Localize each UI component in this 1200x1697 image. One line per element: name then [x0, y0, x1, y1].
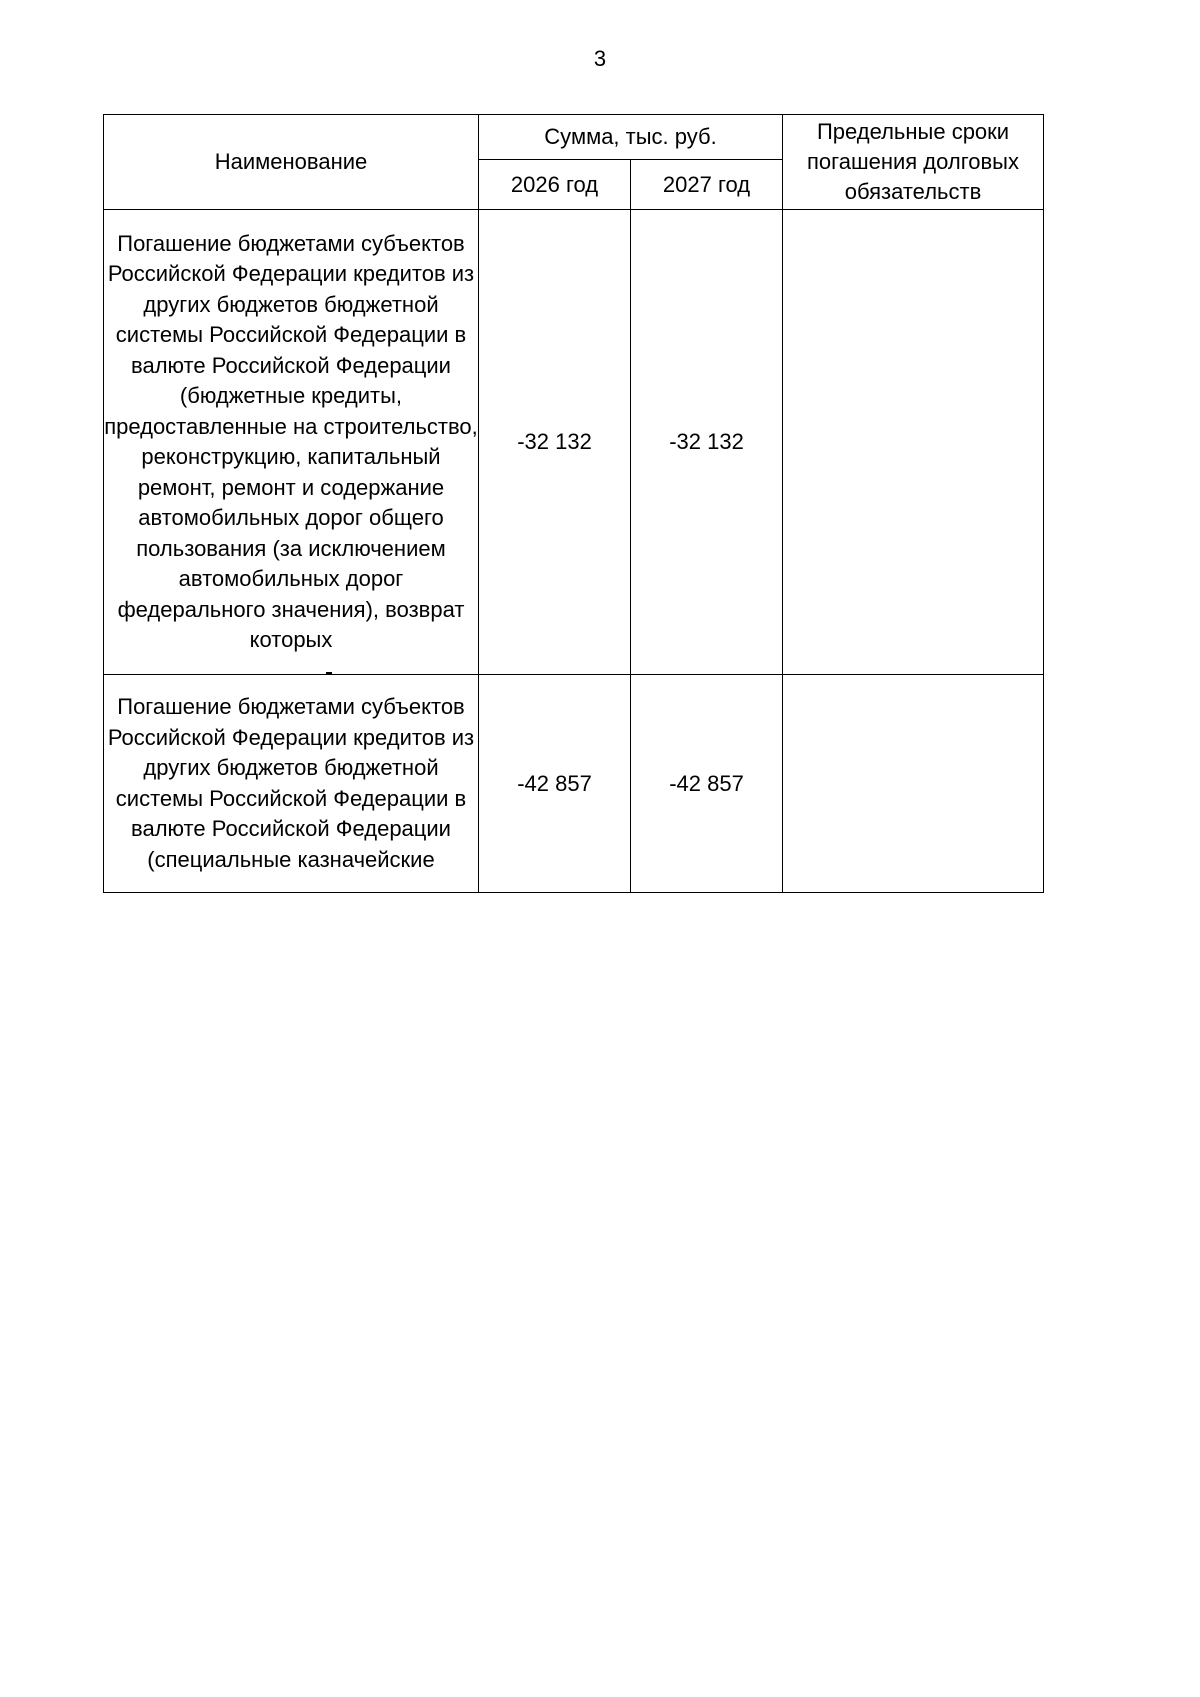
row-term — [783, 675, 1044, 893]
table-body — [104, 210, 1044, 893]
header-name: Наименование — [104, 115, 479, 210]
row-value-2027: -42 857 — [631, 675, 783, 893]
table-header — [104, 115, 1044, 210]
header-year-2027: 2027 год — [631, 160, 783, 210]
header-term: Предельные сроки погашения долговых обязательств — [783, 115, 1044, 210]
header-sum: Сумма, тыс. руб. — [479, 115, 783, 160]
row-name-text: Погашение бюджетами субъектов Российской Федерации кредитов из других бюджетов бюджетной системы Российской Федерации в валюте Российской Федерации (бюджетные кредиты, предоставленные на строительство, реконструкцию, капитальный ремонт, ремонт и содержание автомобильных дорог общего пользования (за исключением автомобильных дорог федерального значения), возврат которых — [104, 230, 478, 652]
row-name-cell — [104, 210, 479, 675]
row-value-2026: -42 857 — [479, 675, 631, 893]
page-number: 3 — [593, 46, 607, 71]
row-term — [783, 210, 1044, 675]
header-year-2026: 2026 год — [479, 160, 631, 210]
table-row — [104, 210, 1044, 675]
row-name-cell — [104, 675, 479, 893]
row-name-text: Погашение бюджетами субъектов Российской Федерации кредитов из других бюджетов бюджетной системы Российской Федерации в валюте Российской Федерации (специальные казначейские — [107, 694, 475, 872]
debt-repayment-table — [103, 114, 1044, 893]
table-row — [104, 675, 1044, 893]
row-value-2026: -32 132 — [479, 210, 631, 675]
row-value-2027: -32 132 — [631, 210, 783, 675]
